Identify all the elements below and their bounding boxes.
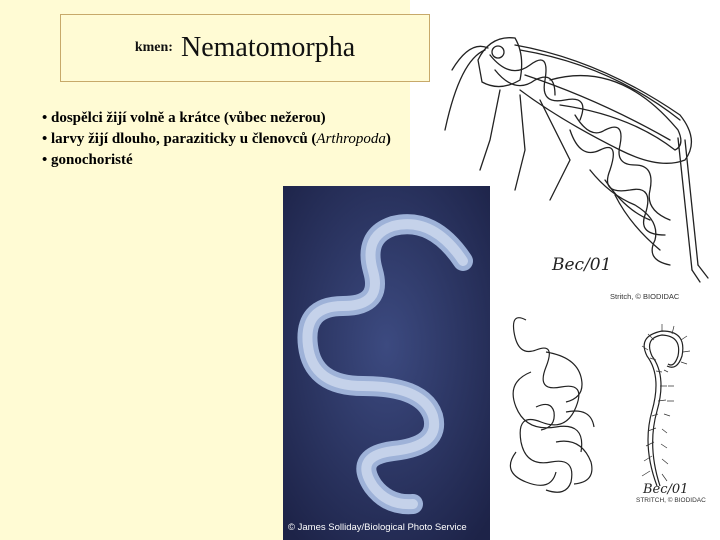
worms-credit: STRITCH, © BIODIDAC	[636, 497, 706, 504]
photo-credit: © James Solliday/Biological Photo Service	[288, 522, 467, 533]
title-box	[60, 14, 430, 82]
coiled-worm-illustration	[496, 312, 604, 497]
bullet-item: • dospělci žijí volně a krátce (vůbec nežerou)	[42, 110, 326, 126]
grasshopper-signature: Bec/01	[552, 255, 612, 275]
nematode-photo	[283, 186, 490, 540]
page-title: Nematomorpha	[180, 32, 356, 63]
hairy-larva-illustration	[612, 316, 702, 496]
worms-signature: Bec/01	[643, 482, 689, 497]
grasshopper-credit: Stritch, © BIODIDAC	[610, 292, 680, 301]
title-prefix: kmen:	[134, 40, 173, 55]
taxon-name: Arthropoda	[316, 131, 386, 147]
bullet-item: • gonochoristé	[42, 152, 133, 168]
bullet-item: • larvy žijí dlouho, paraziticky u členovců (Arthropoda)	[42, 131, 391, 147]
